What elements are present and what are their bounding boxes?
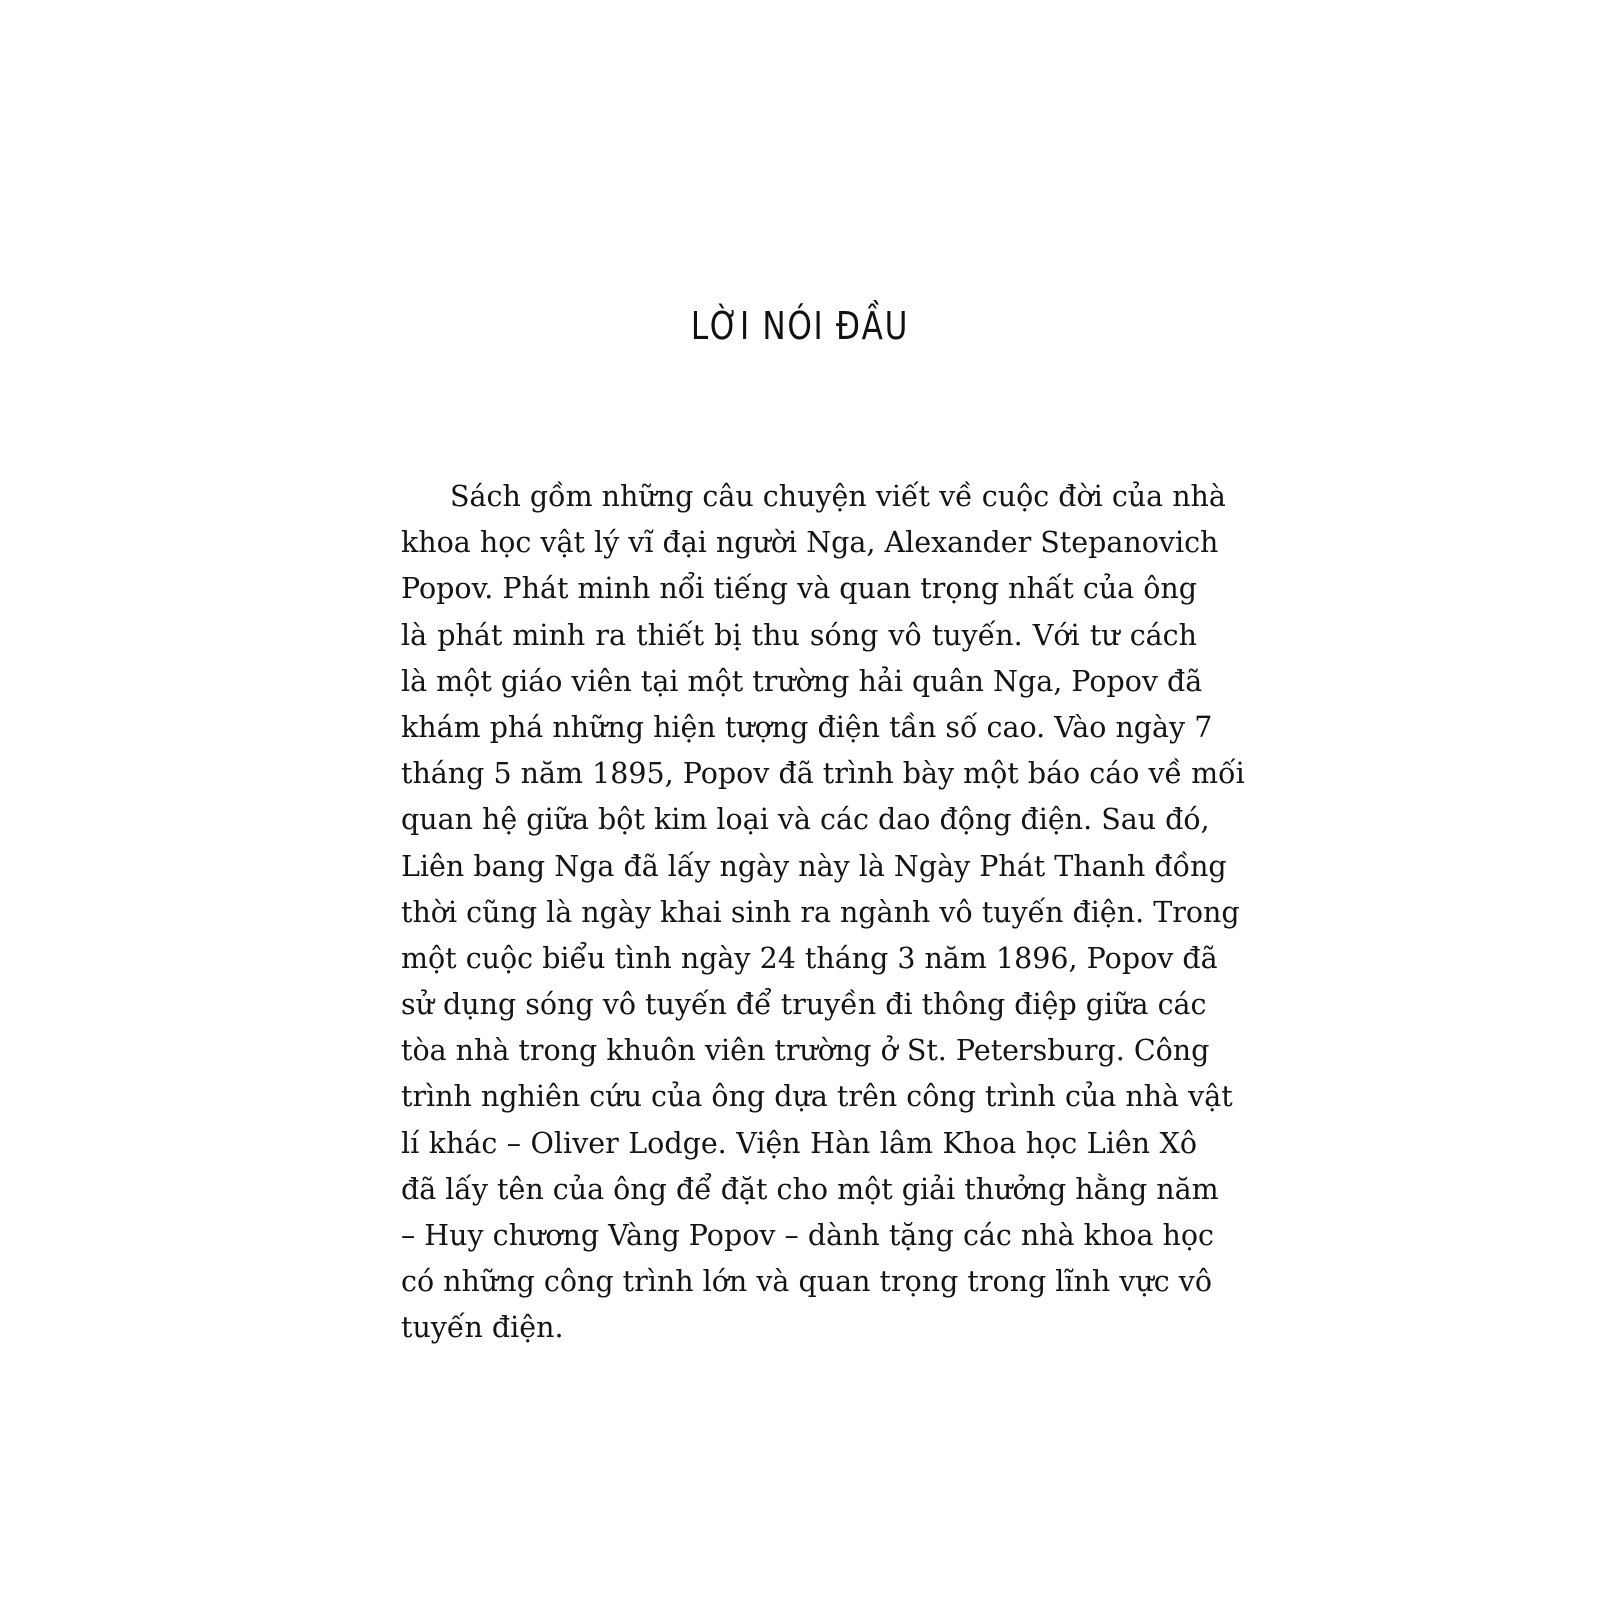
paragraph-line: Popov. Phát minh nổi tiếng và quan trọng nhất của ông — [401, 572, 1197, 606]
paragraph-line: khám phá những hiện tượng điện tần số cao. Vào ngày 7 — [401, 710, 1213, 744]
paragraph-line: thời cũng là ngày khai sinh ra ngành vô tuyến điện. Trong — [401, 895, 1240, 929]
paragraph-line: trình nghiên cứu của ông dựa trên công trình của nhà vật — [401, 1080, 1233, 1114]
paragraph-line: tuyến điện. — [401, 1311, 564, 1345]
paragraph-line: Liên bang Nga đã lấy ngày này là Ngày Phát Thanh đồng — [401, 849, 1227, 883]
paragraph-line: đã lấy tên của ông để đặt cho một giải thưởng hằng năm — [401, 1172, 1219, 1206]
paragraph-line: là một giáo viên tại một trường hải quân Nga, Popov đã — [401, 664, 1203, 698]
page-title: LỜI NÓI ĐẦU — [690, 304, 910, 348]
paragraph-line: quan hệ giữa bột kim loại và các dao động điện. Sau đó, — [401, 803, 1210, 837]
paragraph-line: một cuộc biểu tình ngày 24 tháng 3 năm 1896, Popov đã — [401, 941, 1218, 975]
preface-paragraph — [401, 474, 1245, 1352]
paragraph-line: sử dụng sóng vô tuyến để truyền đi thông điệp giữa các — [401, 988, 1207, 1022]
paragraph-line: là phát minh ra thiết bị thu sóng vô tuyến. Với tư cách — [401, 618, 1197, 652]
paragraph-line: tháng 5 năm 1895, Popov đã trình bày một báo cáo về mối — [401, 757, 1245, 791]
paragraph-line: có những công trình lớn và quan trọng trong lĩnh vực vô — [401, 1265, 1213, 1299]
paragraph-line: Sách gồm những câu chuyện viết về cuộc đời của nhà — [450, 480, 1226, 513]
paragraph-line: lí khác – Oliver Lodge. Viện Hàn lâm Khoa học Liên Xô — [401, 1126, 1197, 1160]
paragraph-line: tòa nhà trong khuôn viên trường ở St. Petersburg. Công — [401, 1034, 1210, 1068]
paragraph-line: – Huy chương Vàng Popov – dành tặng các nhà khoa học — [401, 1219, 1214, 1252]
paragraph-line: khoa học vật lý vĩ đại người Nga, Alexander Stepanovich — [401, 526, 1219, 560]
